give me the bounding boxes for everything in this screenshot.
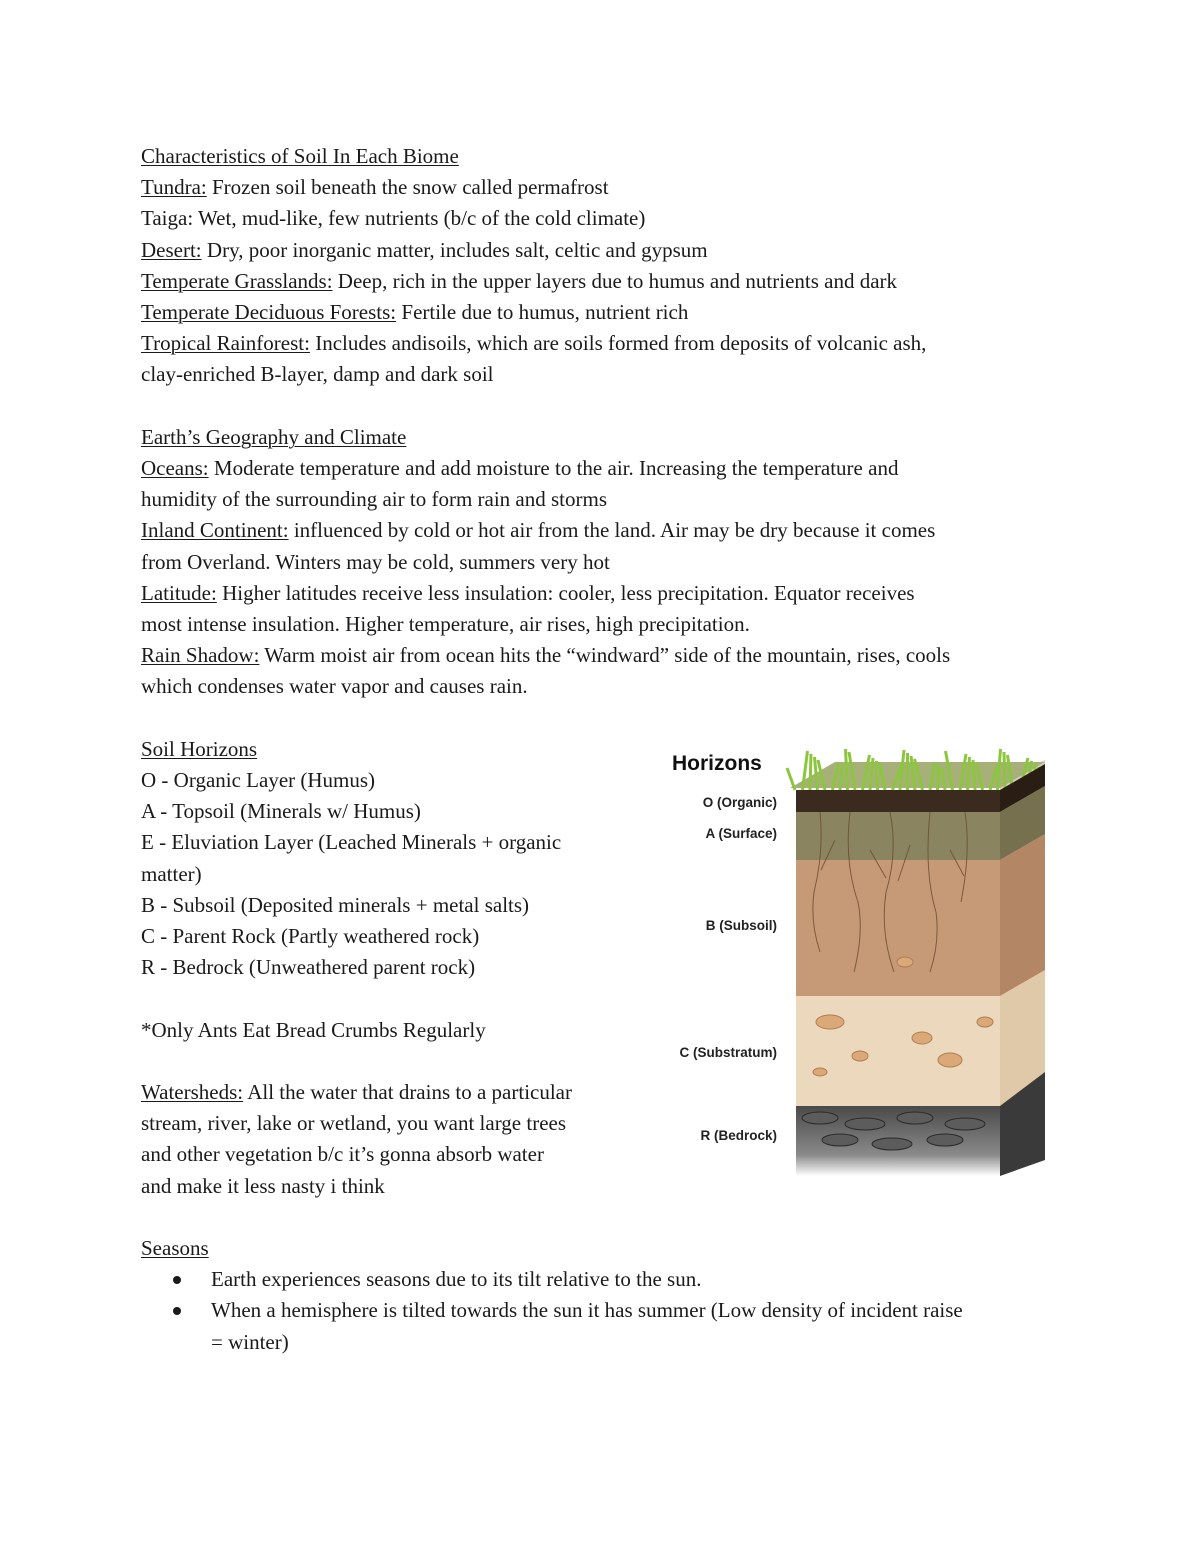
biome-soil-heading: Characteristics of Soil In Each Biome: [141, 144, 459, 168]
spacer: [141, 1202, 1071, 1233]
bullet-text: = winter): [211, 1329, 289, 1354]
watersheds-line: and other vegetation b/c it’s gonna absorb water: [141, 1142, 544, 1167]
definition: Moderate temperature and add moisture to the air. Increasing the temperature and: [208, 456, 899, 481]
definition: All the water that drains to a particular: [243, 1080, 572, 1105]
term: Desert:: [141, 237, 202, 262]
grass-blade: [973, 760, 975, 790]
term: Tundra:: [141, 175, 207, 200]
mnemonic: *Only Ants Eat Bread Crumbs Regularly: [141, 1017, 486, 1042]
label-substratum: C (Substratum): [679, 1045, 777, 1060]
soil-horizons-diagram: [660, 720, 1060, 1180]
definition: influenced by cold or hot air from the land. Air may be dry because it comes: [288, 518, 936, 543]
horizon-line: C - Parent Rock (Partly weathered rock): [141, 924, 480, 949]
term: Inland Continent:: [141, 518, 289, 543]
bullet-text: Earth experiences seasons due to its tilt relative to the sun.: [211, 1267, 702, 1292]
geo-item-latitude-cont: most intense insulation. Higher temperature, air rises, high precipitation.: [141, 612, 750, 637]
term: Temperate Deciduous Forests:: [141, 300, 397, 325]
term: Oceans:: [141, 456, 209, 481]
spacer: [141, 391, 1071, 422]
definition: Taiga: Wet, mud-like, few nutrients (b/c of the cold climate): [141, 206, 646, 231]
biome-item-taiga: [141, 203, 1071, 234]
bullet-dot-icon: [173, 1276, 181, 1284]
term: Temperate Grasslands:: [141, 268, 333, 293]
label-surface: A (Surface): [705, 826, 777, 841]
term: Rain Shadow:: [141, 643, 260, 668]
grass-blade: [846, 749, 848, 790]
definition: Fertile due to humus, nutrient rich: [396, 300, 689, 325]
term: Watersheds:: [141, 1080, 244, 1105]
definition: Dry, poor inorganic matter, includes salt, celtic and gypsum: [201, 237, 708, 262]
biome-item-temperate-grasslands: [141, 266, 1071, 297]
definition: Deep, rich in the upper layers due to humus and nutrients and dark: [332, 268, 898, 293]
definition: Warm moist air from ocean hits the “windward” side of the mountain, rises, cools: [259, 643, 951, 668]
grass-blade: [810, 754, 811, 790]
horizon-line: B - Subsoil (Deposited minerals + metal salts): [141, 892, 530, 917]
grass-blade: [1004, 752, 1005, 790]
list-item-continuation: [141, 1327, 1071, 1358]
biome-item-tundra: [141, 172, 1071, 203]
horizons-heading: Soil Horizons: [141, 736, 258, 761]
biome-item-desert: [141, 235, 1071, 266]
grass-blade: [968, 757, 970, 790]
label-bedrock: R (Bedrock): [700, 1128, 777, 1143]
bullet-dot-icon: [173, 1307, 181, 1315]
definition: Frozen soil beneath the snow called permafrost: [206, 175, 609, 200]
surface-layer: [796, 812, 1000, 860]
grass-blade: [877, 761, 878, 790]
bullet-text: When a hemisphere is tilted towards the sun it has summer (Low density of incident raise: [211, 1298, 963, 1323]
list-item: [141, 1264, 1071, 1295]
horizon-line: O - Organic Layer (Humus): [141, 768, 376, 793]
definition: Includes andisoils, which are soils formed from deposits of volcanic ash,: [309, 331, 927, 356]
grass-blade: [938, 765, 939, 790]
geo-item-inland-cont: from Overland. Winters may be cold, summers very hot: [141, 549, 610, 574]
geo-item-rain-shadow: [141, 640, 1071, 671]
geo-item-oceans: [141, 453, 1071, 484]
label-organic: O (Organic): [702, 795, 777, 810]
horizon-line: R - Bedrock (Unweathered parent rock): [141, 955, 476, 980]
list-item: [141, 1295, 1071, 1326]
organic-layer: [796, 790, 1000, 812]
horizon-line: A - Topsoil (Minerals w/ Humus): [141, 799, 421, 824]
diagram-title: Horizons: [672, 752, 762, 775]
geography-heading: Earth’s Geography and Climate: [141, 424, 407, 449]
biome-item-temperate-deciduous-forests: [141, 297, 1071, 328]
biome-item-tropical-rainforest: [141, 328, 1071, 359]
geo-item-latitude: [141, 578, 1071, 609]
geo-item-inland: [141, 515, 1071, 546]
term: Latitude:: [141, 580, 217, 605]
grass-blade: [840, 766, 842, 790]
seasons-heading: Seasons: [141, 1236, 209, 1261]
definition: Higher latitudes receive less insulation: cooler, less precipitation. Equator receives: [216, 580, 915, 605]
soil-profile-illustration: [660, 720, 1060, 1180]
watersheds-line: and make it less nasty i think: [141, 1173, 385, 1198]
term: Tropical Rainforest:: [141, 331, 310, 356]
subsoil-layer-side: [1000, 834, 1045, 996]
watersheds-line: stream, river, lake or wetland, you want large trees: [141, 1111, 567, 1136]
biome-item-tropical-rainforest-cont: clay-enriched B-layer, damp and dark soil: [141, 362, 494, 387]
label-subsoil: B (Subsoil): [705, 918, 777, 933]
substratum-layer: [796, 996, 1000, 1106]
geo-item-oceans-cont: humidity of the surrounding air to form rain and storms: [141, 487, 608, 512]
seasons-list: [141, 1264, 1071, 1358]
geo-item-rain-shadow-cont: which condenses water vapor and causes rain.: [141, 674, 528, 699]
horizon-line: matter): [141, 861, 202, 886]
horizon-line: E - Eluviation Layer (Leached Minerals + organic: [141, 830, 562, 855]
grass-blade: [787, 768, 795, 790]
